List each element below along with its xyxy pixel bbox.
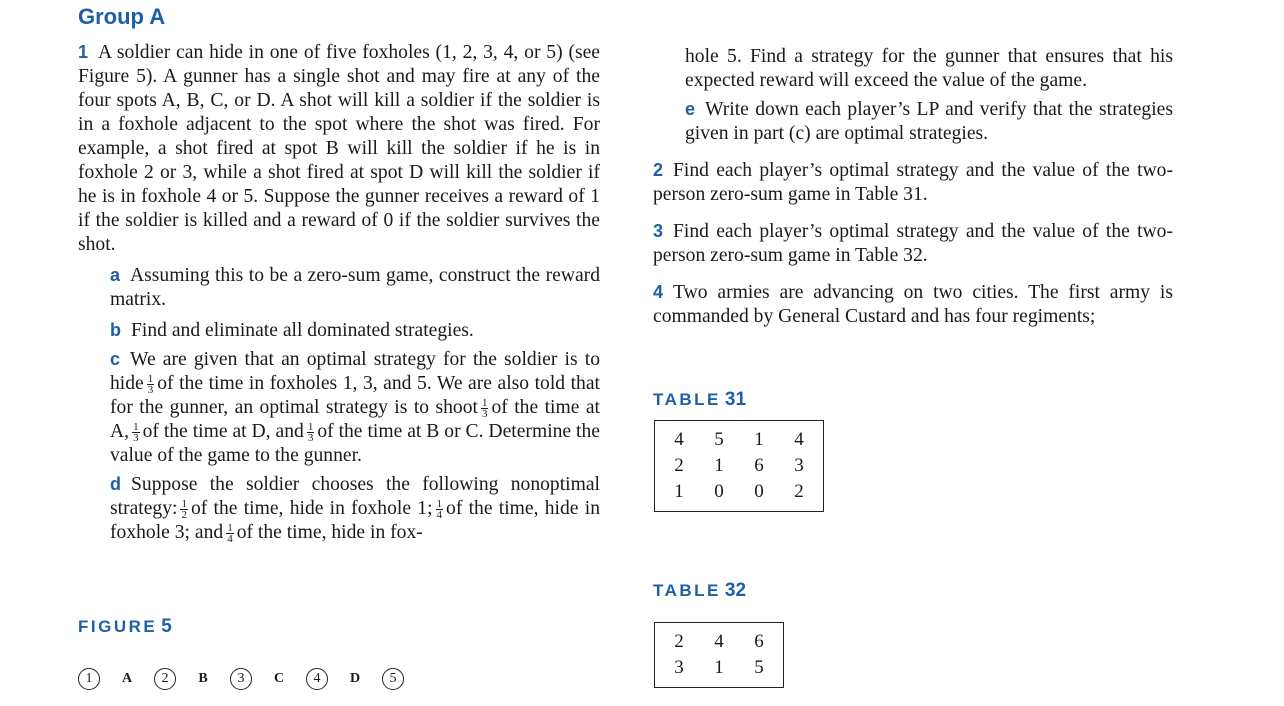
table-cell: 1: [754, 429, 764, 450]
table-cell: 0: [714, 481, 724, 502]
section-heading: Group A: [78, 4, 166, 29]
table-cell: 1: [714, 657, 724, 678]
problem-1e-letter: e: [685, 99, 696, 119]
spot-a: A: [121, 671, 133, 686]
fraction-one-third: $\frac{1}{3}$: [133, 421, 139, 444]
table-cell: 3: [674, 657, 684, 678]
problem-1c-text-5: of the time at B or C. Determine the value of the game to the gunner.: [110, 421, 600, 466]
fraction-one-half: $\frac{1}{2}$: [181, 498, 187, 521]
problem-3: [653, 219, 1173, 268]
problem-1d: [110, 472, 600, 545]
fraction-one-third: $\frac{1}{3}$: [481, 397, 488, 420]
fraction-one-third: $\frac{1}{3}$: [307, 421, 314, 444]
table-cell: 1: [714, 455, 724, 476]
problem-1e-text: Write down each player’s LP and verify that the strategies given in part (c) are optimal strategies.: [685, 99, 1173, 144]
table-row: [659, 427, 819, 453]
table-row: [659, 629, 779, 655]
spot-b: B: [198, 671, 208, 686]
problem-2-number: 2: [653, 160, 664, 180]
fraction-one-quarter: $\frac{1}{4}$: [227, 522, 233, 545]
problem-1d-text-4: of the time, hide in fox-: [236, 522, 423, 543]
fraction-one-third: $\frac{1}{3}$: [147, 373, 154, 396]
problem-3-number: 3: [653, 221, 664, 241]
figure-5-diagram: [78, 666, 404, 692]
table-cell: 2: [794, 481, 804, 502]
problem-1b-letter: b: [110, 320, 121, 340]
table-cell: 6: [754, 631, 764, 652]
spot-d: D: [349, 671, 361, 686]
table-cell: 4: [794, 429, 804, 450]
problem-1c: [110, 347, 600, 468]
problem-1d-letter: d: [110, 474, 121, 494]
right-column: [653, 45, 1173, 329]
problem-1b-text: Find and eliminate all dominated strategies.: [131, 320, 474, 341]
table-cell: 0: [754, 481, 764, 502]
foxhole-4: 4: [306, 668, 328, 690]
problem-4: [653, 280, 1173, 329]
table-cell: 1: [674, 481, 684, 502]
table-cell: 5: [714, 429, 724, 450]
left-column: [78, 40, 600, 545]
figure-5-caption: FIGURE 5: [78, 616, 172, 637]
table-cell: 2: [674, 455, 684, 476]
table-cell: 4: [714, 631, 724, 652]
problem-4-number: 4: [653, 282, 664, 302]
table-row: [659, 479, 819, 505]
table-32-matrix: [654, 622, 784, 688]
table-cell: 6: [754, 455, 764, 476]
problem-1c-text-1: We are given that an optimal strategy for the soldier is to hide: [110, 349, 600, 394]
problem-3-text: Find each player’s optimal strategy and the value of the two-person zero-sum game in Table 32.: [653, 221, 1173, 266]
table-cell: 5: [754, 657, 764, 678]
fraction-one-quarter: $\frac{1}{4}$: [436, 498, 443, 521]
spot-c: C: [273, 671, 285, 686]
problem-1-text: A soldier can hide in one of five foxholes (1, 2, 3, 4, or 5) (see Figure 5). A gunner has a single shot and may fire at any of the four spots A, B, C, or D. A shot will kill a soldier if the soldier is in a foxhole adjacent to the spot where the shot was fired. For example, a shot fired at spot B will kill the soldier if he is in foxhole 2 or 3, while a shot fired at spot D will kill the soldier if he is in foxhole 4 or 5. Suppose the gunner receives a reward of 1 if the soldier is killed and a reward of 0 if the soldier survives the shot.: [78, 42, 600, 255]
problem-1b: [110, 318, 600, 343]
problem-1d-text-3: of the time, hide in foxhole 3; and: [110, 498, 600, 543]
table-32-caption: TABLE 32: [653, 580, 747, 601]
table-cell: 3: [794, 455, 804, 476]
foxhole-3: 3: [230, 668, 252, 690]
table-row: [659, 453, 819, 479]
problem-2: [653, 158, 1173, 207]
problem-1e: [685, 97, 1173, 146]
problem-1: [78, 40, 600, 257]
problem-1c-letter: c: [110, 349, 121, 369]
foxhole-2: 2: [154, 668, 176, 690]
problem-1d-text-2: of the time, hide in foxhole 1;: [190, 498, 433, 519]
table-row: [659, 655, 779, 681]
table-cell: 2: [674, 631, 684, 652]
problem-1a-text: Assuming this to be a zero-sum game, construct the reward matrix.: [110, 265, 600, 310]
foxhole-5: 5: [382, 668, 404, 690]
problem-1d-continued: hole 5. Find a strategy for the gunner that ensures that his expected reward will exceed the value of the game.: [685, 46, 1173, 91]
problem-1a: [110, 263, 600, 312]
table-31-caption: TABLE 31: [653, 389, 747, 410]
problem-1d-text-1: Suppose the soldier chooses the following nonoptimal strategy:: [110, 474, 600, 519]
table-31-matrix: [654, 420, 824, 512]
problem-2-text: Find each player’s optimal strategy and the value of the two-person zero-sum game in Table 31.: [653, 160, 1173, 205]
problem-1c-text-2: of the time in foxholes 1, 3, and 5. We are also told that for the gunner, an optimal strategy is to shoot: [110, 373, 600, 418]
problem-1a-letter: a: [110, 265, 121, 285]
problem-1c-text-3: of the time at A,: [110, 397, 600, 442]
problem-1c-text-4: of the time at D, and: [142, 421, 304, 442]
problem-4-text: Two armies are advancing on two cities. The first army is commanded by General Custard and has four regiments;: [653, 282, 1173, 327]
table-cell: 4: [674, 429, 684, 450]
problem-1-number: 1: [78, 42, 89, 62]
foxhole-1: 1: [78, 668, 100, 690]
